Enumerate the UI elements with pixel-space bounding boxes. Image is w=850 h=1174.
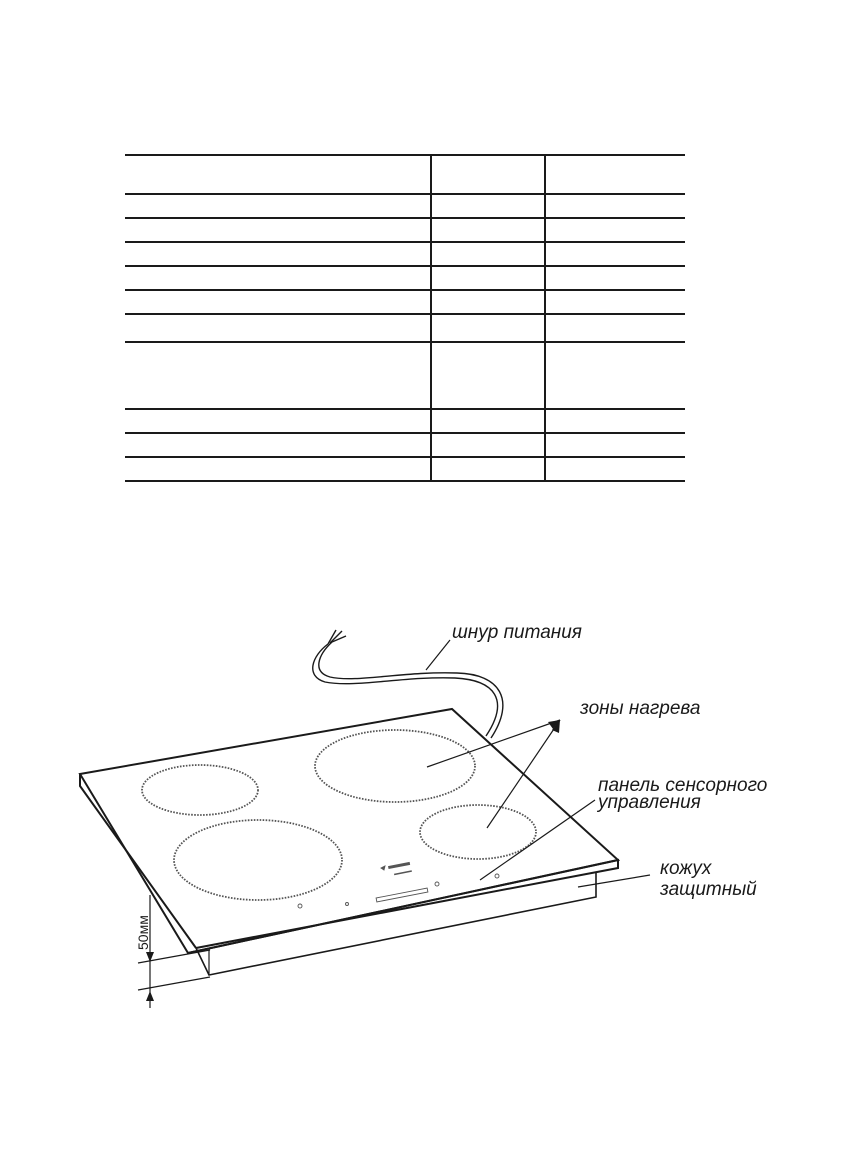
label-touch-panel-line2: управления: [598, 792, 701, 813]
leader-arrowheads: [548, 720, 560, 733]
label-dimension: 50мм: [135, 915, 151, 950]
hob-body: [80, 709, 618, 975]
label-heating-zones: зоны нагрева: [580, 698, 701, 719]
label-casing-line1: кожух: [660, 858, 712, 879]
glass-top: [80, 709, 618, 953]
leader-power-cord: [426, 640, 450, 670]
leader-casing: [578, 875, 650, 887]
label-touch-panel-line1: панель сенсорного: [598, 775, 768, 796]
label-power-cord: шнур питания: [452, 622, 582, 643]
label-casing-line2: защитный: [660, 879, 757, 900]
